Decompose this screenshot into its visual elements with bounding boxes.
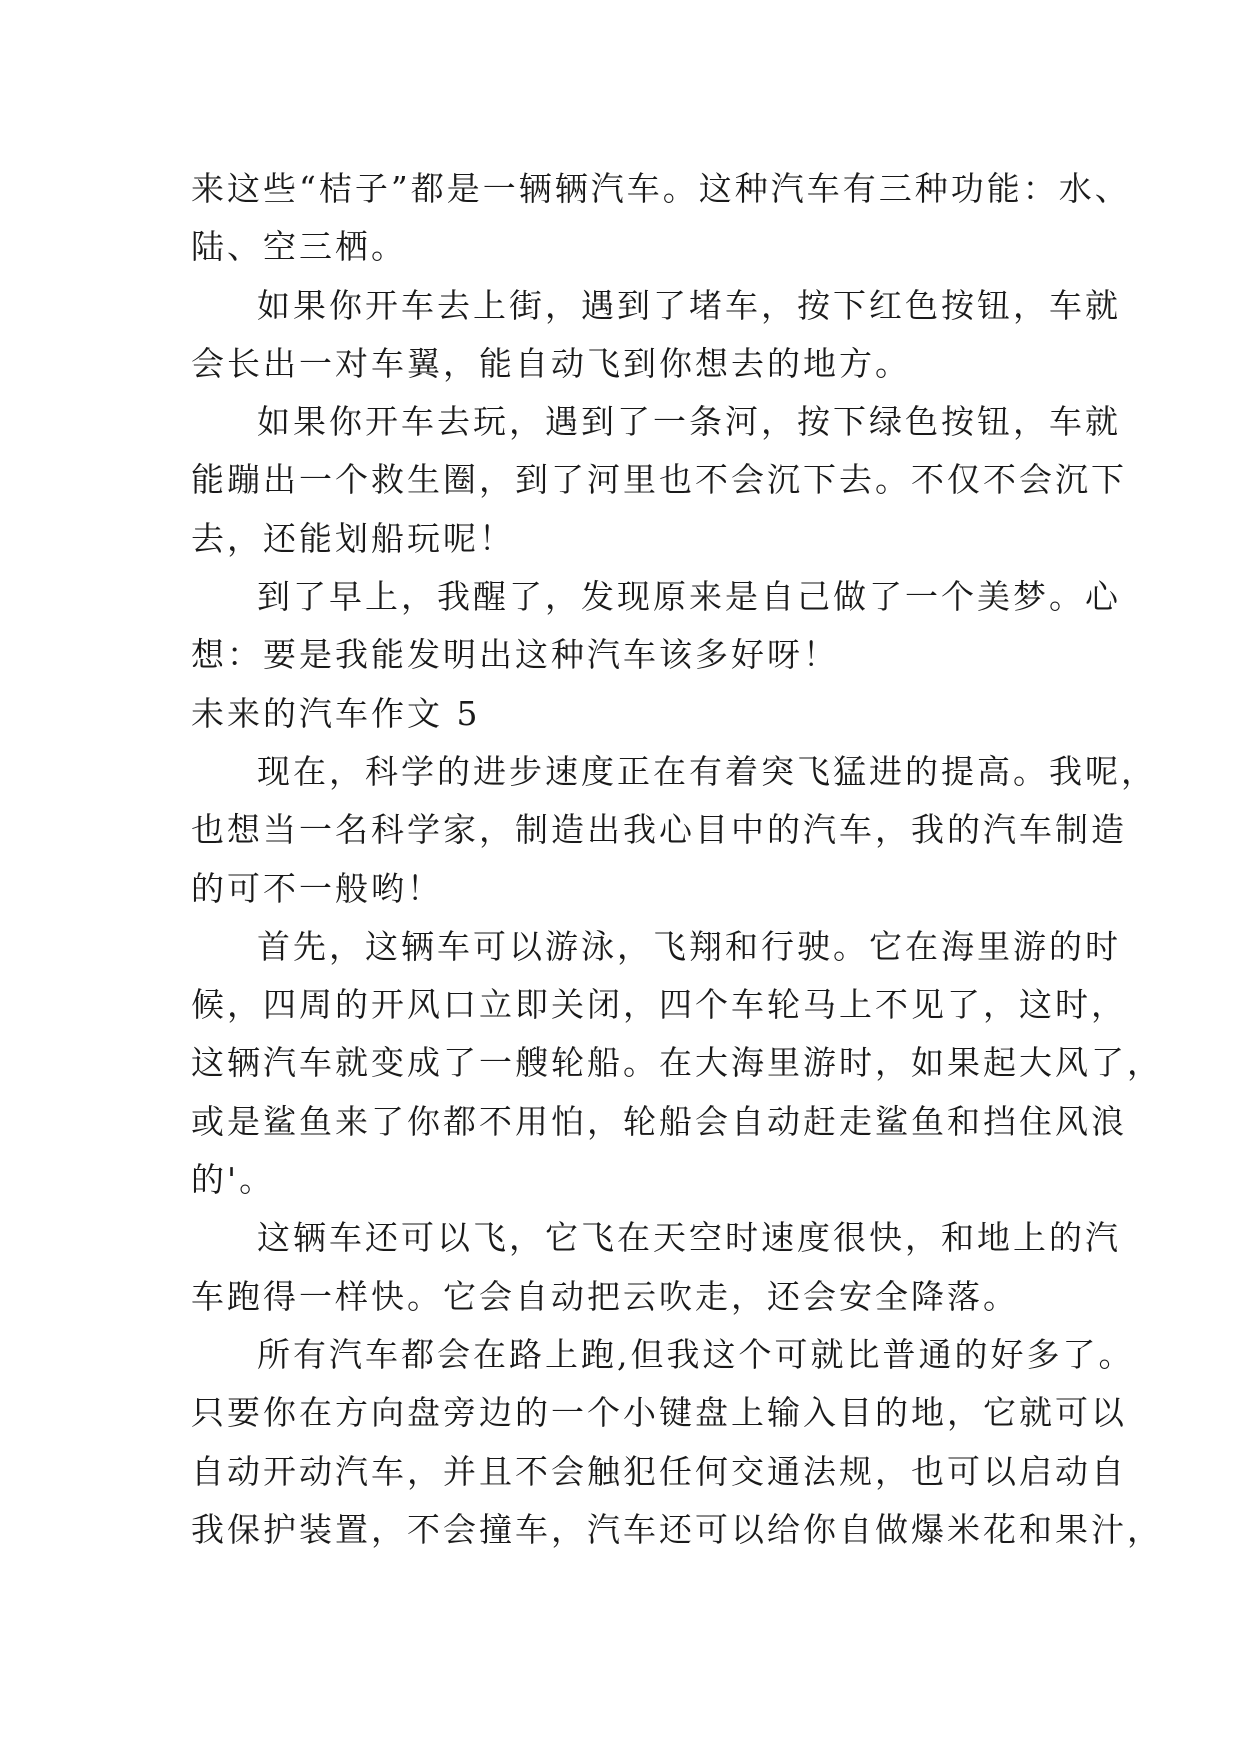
text-line: 去，还能划船玩呢！	[191, 518, 515, 558]
text-line: 也想当一名科学家，制造出我心目中的汽车，我的汽车制造	[191, 810, 1127, 850]
text-line: 这辆车还可以飞，它飞在天空时速度很快，和地上的汽	[257, 1218, 1121, 1258]
text-line: 来这些“桔子”都是一辆辆汽车。这种汽车有三种功能：水、	[191, 169, 1131, 208]
text-line: 想：要是我能发明出这种汽车该多好呀！	[191, 635, 839, 675]
text-line: 如果你开车去上街，遇到了堵车，按下红色按钮，车就	[257, 285, 1121, 325]
text-line: 的'。	[191, 1160, 276, 1200]
text-line: 的可不一般哟！	[191, 868, 443, 908]
document-body	[191, 160, 1163, 1559]
text-line: 陆、空三栖。	[191, 227, 407, 267]
text-line: 候，四周的开风口立即关闭，四个车轮马上不见了，这时，	[191, 985, 1127, 1025]
text-line: 到了早上，我醒了，发现原来是自己做了一个美梦。心	[257, 577, 1121, 617]
text-line: 所有汽车都会在路上跑,但我这个可就比普通的好多了。	[257, 1334, 1135, 1374]
text-line: 我保护装置，不会撞车，汽车还可以给你自做爆米花和果汁，	[191, 1509, 1163, 1549]
text-line: 这辆汽车就变成了一艘轮船。在大海里游时，如果起大风了，	[191, 1043, 1163, 1083]
text-line: 只要你在方向盘旁边的一个小键盘上输入目的地，它就可以	[191, 1393, 1127, 1433]
text-line: 能蹦出一个救生圈，到了河里也不会沉下去。不仅不会沉下	[191, 460, 1127, 500]
section-heading: 未来的汽车作文 5	[191, 693, 481, 733]
text-line: 现在，科学的进步速度正在有着突飞猛进的提高。我呢，	[257, 751, 1157, 791]
text-line: 或是鲨鱼来了你都不用怕，轮船会自动赶走鲨鱼和挡住风浪	[191, 1101, 1127, 1141]
text-line: 如果你开车去玩，遇到了一条河，按下绿色按钮，车就	[257, 402, 1121, 442]
text-line: 自动开动汽车，并且不会触犯任何交通法规，也可以启动自	[191, 1451, 1127, 1491]
text-line: 首先，这辆车可以游泳，飞翔和行驶。它在海里游的时	[257, 926, 1121, 966]
text-line: 车跑得一样快。它会自动把云吹走，还会安全降落。	[191, 1276, 1019, 1316]
text-line: 会长出一对车翼，能自动飞到你想去的地方。	[191, 343, 911, 383]
